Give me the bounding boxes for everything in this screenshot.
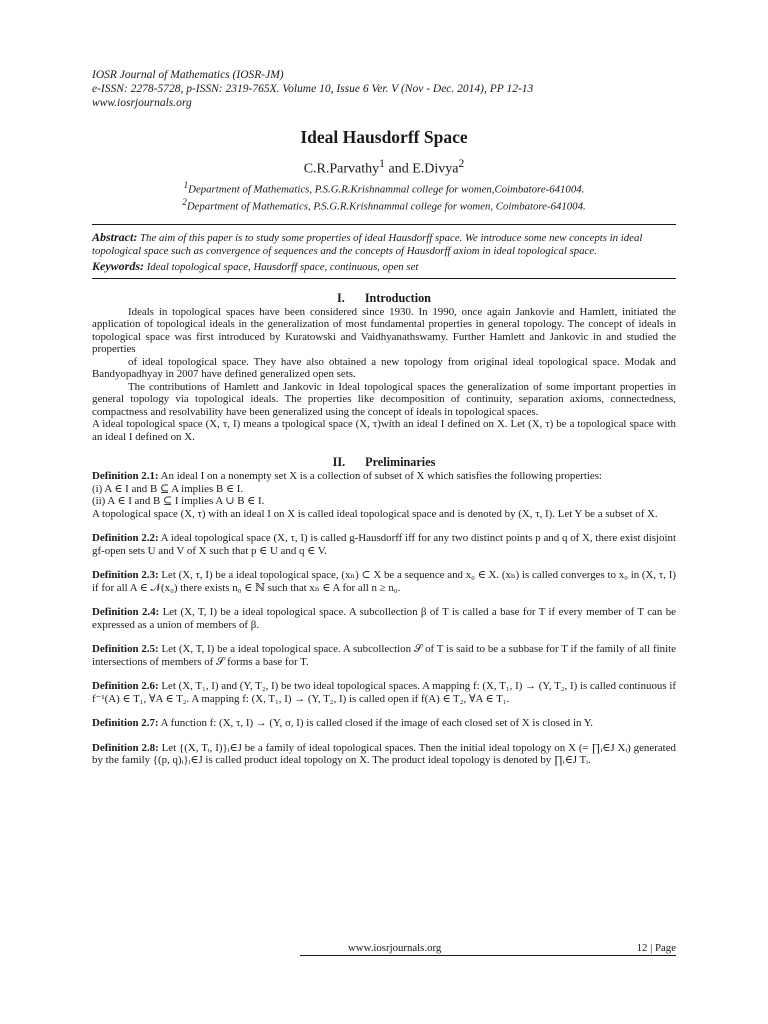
property-i: (i) A ∈ I and B ⊆ A implies B ∈ I. (92, 482, 244, 495)
intro-paragraph-2: of ideal topological space. They have also obtained a new topology from original ideal topological space. Modak and Bandyopadhyay in 2007 have defined generalized open sets. (92, 355, 676, 381)
keywords-text: Ideal topological space, Hausdorff space, continuous, open set (144, 260, 419, 273)
intro-paragraph-4: A ideal topological space (X, τ, I) means a tpological space (X, τ)with an ideal I defined on X. Let (X, τ) be a topological space with an ideal I defined on X. (92, 418, 676, 443)
author-2-sup: 2 (458, 157, 465, 170)
definition-2-8: Definition 2.8: Let {(X, Tᵢ, I)}ᵢ∈J be a family of ideal topological spaces. Then the initial ideal topology on X (= ∏ᵢ∈J Xᵢ) generated by the family {(p, q)ᵢ}ᵢ∈J is called product ideal topology on X. The product ideal topology is denoted by ∏ᵢ∈J Tᵢ. (92, 741, 676, 767)
footer-url[interactable]: www.iosrjournals.org (348, 942, 442, 954)
journal-name: IOSR Journal of Mathematics (IOSR-JM) (92, 69, 284, 81)
affiliation-2: $^2$Department of Mathematics, P.S.G.R.Krishnammal college for women, Coimbatore-641004. (182, 197, 586, 213)
keywords-label: Keywords: (92, 258, 144, 273)
paper-title: Ideal Hausdorff Space (300, 127, 468, 147)
keywords (92, 260, 676, 274)
abstract (92, 231, 676, 258)
divider-top (92, 224, 676, 225)
definition-2-5: Definition 2.5: Let (X, T, I) be a ideal topological space. A subcollection 𝒮 of T is said to be a subbase for T if the family of all finite intersections of members of 𝒮 forms a base for T. (92, 643, 676, 668)
definition-2-2: Definition 2.2: A ideal topological space (X, τ, I) is called g-Hausdorff iff for any two distinct points p and q of X, there exist disjoint gf-open sets U and V of X such that p ∈ U and q ∈ V. (92, 532, 676, 557)
affiliation-1: $^1$Department of Mathematics, P.S.G.R.Krishnammal college for women,Coimbatore-641004. (183, 179, 585, 196)
section-heading-introduction: I. Introduction (337, 290, 431, 305)
author-1-sup: 1 (379, 157, 385, 170)
footer-divider (300, 955, 676, 956)
author-1: C.R.Parvathy (303, 161, 380, 177)
definition-2-7: Definition 2.7: A function f: (X, τ, I) → (Y, σ, I) is called closed if the image of each closed set of X is closed in Y. (92, 717, 593, 730)
author-2: E.Divya (412, 161, 459, 177)
journal-header (92, 68, 676, 110)
section-heading-preliminaries: II. Preliminaries (332, 455, 436, 470)
definition-2-6: Definition 2.6: Let (X, T₁, I) and (Y, T₂, I) be two ideal topological spaces. A mapping f: (X, T₁, I) → (Y, T₂, I) is called continuous if f⁻¹(A) ∈ T₁, ∀A ∈ T₂. A mapping f: (X, T₁, I) → (Y, T₂, I) is called open if f(A) ∈ T₂, ∀A ∈ T₁. (92, 680, 676, 705)
abstract-label: Abstract: (92, 229, 138, 244)
definition-2-1-continued: A topological space (X, τ) with an ideal I on X is called ideal topological space and is denoted by (X, τ, I). Let Y be a subset of X. (92, 507, 658, 520)
footer-page-number: 12 | Page (636, 942, 676, 954)
intro-paragraph-3: The contributions of Hamlett and Jankovic in Ideal topological spaces the generalization of some important properties in general topology via topological ideals. The properties like decomposition of continuity, separation axioms, connectedness, compactness and resolvability have been generalized using the concept of ideals in topological spaces. (92, 380, 676, 418)
divider-bottom (92, 278, 676, 279)
journal-url[interactable]: www.iosrjournals.org (92, 97, 192, 109)
property-ii: (ii) A ∈ I and B ⊆ I implies A ∪ B ∈ I. (92, 495, 265, 508)
definition-2-1: Definition 2.1: An ideal I on a nonempty set X is a collection of subset of X which satisfies the following properties: (92, 470, 602, 483)
paper-page (92, 68, 676, 767)
author-line (92, 155, 676, 179)
author-and: and (384, 161, 413, 177)
definition-2-4: Definition 2.4: Let (X, T, I) be a ideal topological space. A subcollection β of T is called a base for T if every member of T can be expressed as a union of members of β. (92, 606, 676, 631)
definition-2-3: Definition 2.3: Let (X, τ, I) be a ideal topological space, (xₙ) ⊂ X be a sequence and x₀ ∈ X. (xₙ) is called converges to x₀ in (X, τ, I) if for all A ∈ 𝒩(x₀) there exists n₀ ∈ ℕ such that xₙ ∈ A for all n ≥ n₀. (92, 569, 676, 594)
journal-issn: e-ISSN: 2278-5728, p-ISSN: 2319-765X. Volume 10, Issue 6 Ver. V (Nov - Dec. 2014), PP 12-13 (92, 83, 534, 95)
intro-paragraph-1: Ideals in topological spaces have been considered since 1930. In 1990, once again Jankovie and Hamlett, initiated the application of topological ideals in the generalization of most fundamental properties in general topology. The concept of ideals in topological space was first introduced by Kuratowski and Vaidhyanathswamy. Further Hamlett and Jankovic in and studied the properties (92, 305, 676, 356)
abstract-text: The aim of this paper is to study some properties of ideal Hausdorff space. We introduce some new concepts in ideal topological space such as convergence of sequences and the concepts of Hausdorff axiom in ideal topological space. (92, 231, 643, 257)
